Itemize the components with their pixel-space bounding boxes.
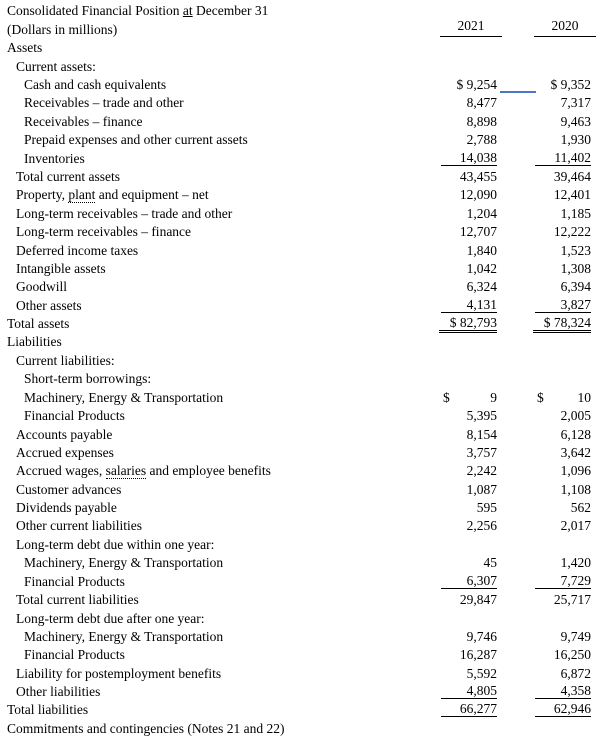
table-row [0, 517, 607, 535]
value-2020: 10 [577, 390, 591, 405]
ltd-after-heading: Long-term debt due after one year: [16, 611, 205, 626]
title-part-1: Consolidated Financial Position [7, 3, 183, 18]
value-2021: 1,204 [466, 206, 497, 221]
row-label: Deferred income taxes [16, 243, 139, 258]
current-assets-heading: Current assets: [16, 59, 96, 74]
value-2021: 16,287 [459, 647, 497, 662]
value-2021: $ 82,793 [439, 315, 497, 333]
value-2020: 12,222 [553, 224, 591, 239]
row-label: Long-term receivables – trade and other [16, 206, 233, 221]
value-2020: 7,729 [535, 573, 591, 589]
value-2020: 7,317 [560, 95, 591, 110]
current-assets-heading-row [0, 58, 607, 76]
row-label: Financial Products [24, 408, 125, 423]
table-row [0, 426, 607, 444]
value-2021: 8,154 [466, 427, 497, 442]
value-2021: 2,256 [466, 518, 497, 533]
table-row [0, 499, 607, 517]
value-2021: 43,455 [459, 169, 497, 184]
value-2020: 39,464 [553, 169, 591, 184]
value-2020: 2,017 [560, 518, 591, 533]
table-row [0, 260, 607, 278]
value-2021: 8,477 [466, 95, 497, 110]
value-2021: 12,707 [459, 224, 497, 239]
table-row [0, 113, 607, 131]
row-label: Other current liabilities [16, 518, 142, 533]
wages-label-part-3: and employee benefits [146, 463, 271, 478]
row-label: Accrued expenses [16, 445, 114, 460]
value-2021: 1,087 [466, 482, 497, 497]
currency-symbol-2021: $ [443, 390, 450, 405]
row-label: Prepaid expenses and other current assets [24, 132, 248, 147]
wages-label-part-1: Accrued wages, [16, 463, 106, 478]
value-2020: 1,096 [560, 463, 591, 478]
ltd-within-heading: Long-term debt due within one year: [16, 537, 215, 552]
row-label [16, 462, 271, 480]
row-label: Financial Products [24, 647, 125, 662]
value-2021: 5,395 [466, 408, 497, 423]
row-label: Customer advances [16, 482, 122, 497]
value-2020: 6,394 [560, 279, 591, 294]
liabilities-heading: Liabilities [7, 334, 62, 349]
table-row [0, 407, 607, 425]
value-2020: 9,749 [560, 629, 591, 644]
table-row [0, 646, 607, 664]
value-2020: 16,250 [553, 647, 591, 662]
value-2021: $ 9,254 [456, 77, 497, 92]
row-label: Liability for postemployment benefits [16, 666, 222, 681]
row-label: Goodwill [16, 279, 68, 294]
table-row [0, 223, 607, 241]
table-row [0, 444, 607, 462]
value-2021: 6,307 [441, 573, 497, 589]
table-row [0, 150, 607, 168]
row-label: Accounts payable [16, 427, 113, 442]
assets-heading-row [0, 39, 607, 57]
table-row [0, 168, 607, 186]
table-row [0, 278, 607, 296]
value-2020: 1,523 [560, 243, 591, 258]
statement-subtitle: (Dollars in millions) [7, 22, 118, 37]
value-2021: 29,847 [459, 592, 497, 607]
row-label: Machinery, Energy & Transportation [24, 555, 224, 570]
table-row [0, 462, 607, 480]
value-2021: 14,038 [441, 150, 497, 166]
value-2020: 62,946 [535, 701, 591, 717]
table-row [0, 683, 607, 701]
ltd-after-heading-row [0, 610, 607, 628]
value-2021: 4,805 [441, 683, 497, 699]
value-2020: 1,420 [560, 555, 591, 570]
assets-heading: Assets [7, 40, 43, 55]
selection-highlight-line [500, 91, 536, 93]
value-2021: 6,324 [466, 279, 497, 294]
row-label: Total current liabilities [16, 592, 139, 607]
value-2021: 4,131 [441, 297, 497, 313]
table-row [0, 242, 607, 260]
table-row [0, 315, 607, 333]
row-label: Intangible assets [16, 261, 106, 276]
value-2020: 1,930 [560, 132, 591, 147]
row-label: Other assets [16, 298, 82, 313]
row-label: Other liabilities [16, 684, 101, 699]
row-label: Total assets [7, 316, 70, 331]
value-2020: 1,308 [560, 261, 591, 276]
current-liabilities-heading: Current liabilities: [16, 353, 115, 368]
table-row [0, 554, 607, 572]
value-2020: 1,185 [560, 206, 591, 221]
row-label: Dividends payable [16, 500, 117, 515]
value-2020: 3,642 [560, 445, 591, 460]
value-2021: 12,090 [459, 187, 497, 202]
statement-subtitle-row [0, 21, 607, 39]
table-row [0, 665, 607, 683]
title-part-2: at [182, 3, 193, 18]
row-label: Financial Products [24, 574, 125, 589]
value-2021: 5,592 [466, 666, 497, 681]
row-label: Inventories [24, 151, 85, 166]
row-label: Total current assets [16, 169, 121, 184]
ltd-within-heading-row [0, 536, 607, 554]
table-row [0, 389, 607, 407]
row-label: Cash and cash equivalents [24, 77, 167, 92]
value-2020: 6,872 [560, 666, 591, 681]
value-2020: $ 78,324 [533, 315, 591, 333]
table-row [0, 573, 607, 591]
value-2020: 25,717 [553, 592, 591, 607]
table-row [0, 94, 607, 112]
statement-title [0, 2, 607, 20]
value-2020: 9,463 [560, 114, 591, 129]
value-2020: 12,401 [553, 187, 591, 202]
stb-heading-row [0, 370, 607, 388]
column-header-2021: 2021 [440, 16, 502, 37]
value-2020: 4,358 [535, 683, 591, 699]
row-label: Machinery, Energy & Transportation [24, 390, 224, 405]
value-2021: 1,840 [466, 243, 497, 258]
title-part-3: December 31 [192, 3, 269, 18]
table-row [0, 131, 607, 149]
table-row [0, 297, 607, 315]
row-label: Machinery, Energy & Transportation [24, 629, 224, 644]
value-2021: 2,242 [466, 463, 497, 478]
wages-label-part-2: salaries [105, 463, 147, 478]
value-2021: 9 [490, 390, 497, 405]
ppe-label-part-3: and equipment – net [95, 187, 209, 202]
row-label: Receivables – trade and other [24, 95, 184, 110]
current-liabilities-heading-row [0, 352, 607, 370]
table-row [0, 591, 607, 609]
liabilities-heading-row [0, 333, 607, 351]
value-2020: 1,108 [560, 482, 591, 497]
table-row [0, 628, 607, 646]
column-header-2020: 2020 [534, 16, 596, 37]
value-2020: 2,005 [560, 408, 591, 423]
value-2021: 8,898 [466, 114, 497, 129]
value-2021: 2,788 [466, 132, 497, 147]
row-label: Long-term receivables – finance [16, 224, 192, 239]
table-row [0, 186, 607, 204]
value-2020: 6,128 [560, 427, 591, 442]
value-2021: 595 [476, 500, 497, 515]
value-2021: 9,746 [466, 629, 497, 644]
table-row [0, 481, 607, 499]
value-2021: 45 [483, 555, 497, 570]
table-row [0, 720, 607, 738]
value-2021: 3,757 [466, 445, 497, 460]
row-label: Total liabilities [7, 702, 89, 717]
value-2020: 3,827 [535, 297, 591, 313]
table-row [0, 701, 607, 719]
row-label: Commitments and contingencies (Notes 21 and 22) [7, 721, 285, 736]
row-label [16, 186, 209, 204]
table-row [0, 205, 607, 223]
row-label: Receivables – finance [24, 114, 143, 129]
currency-symbol-2020: $ [537, 390, 544, 405]
value-2021: 66,277 [441, 701, 497, 717]
value-2020: 562 [570, 500, 591, 515]
ppe-label-part-1: Property, [16, 187, 69, 202]
value-2020: $ 9,352 [550, 77, 591, 92]
value-2020: 11,402 [535, 150, 591, 166]
ppe-label-part-2: plant [68, 187, 96, 202]
value-2021: 1,042 [466, 261, 497, 276]
stb-heading: Short-term borrowings: [24, 371, 152, 386]
